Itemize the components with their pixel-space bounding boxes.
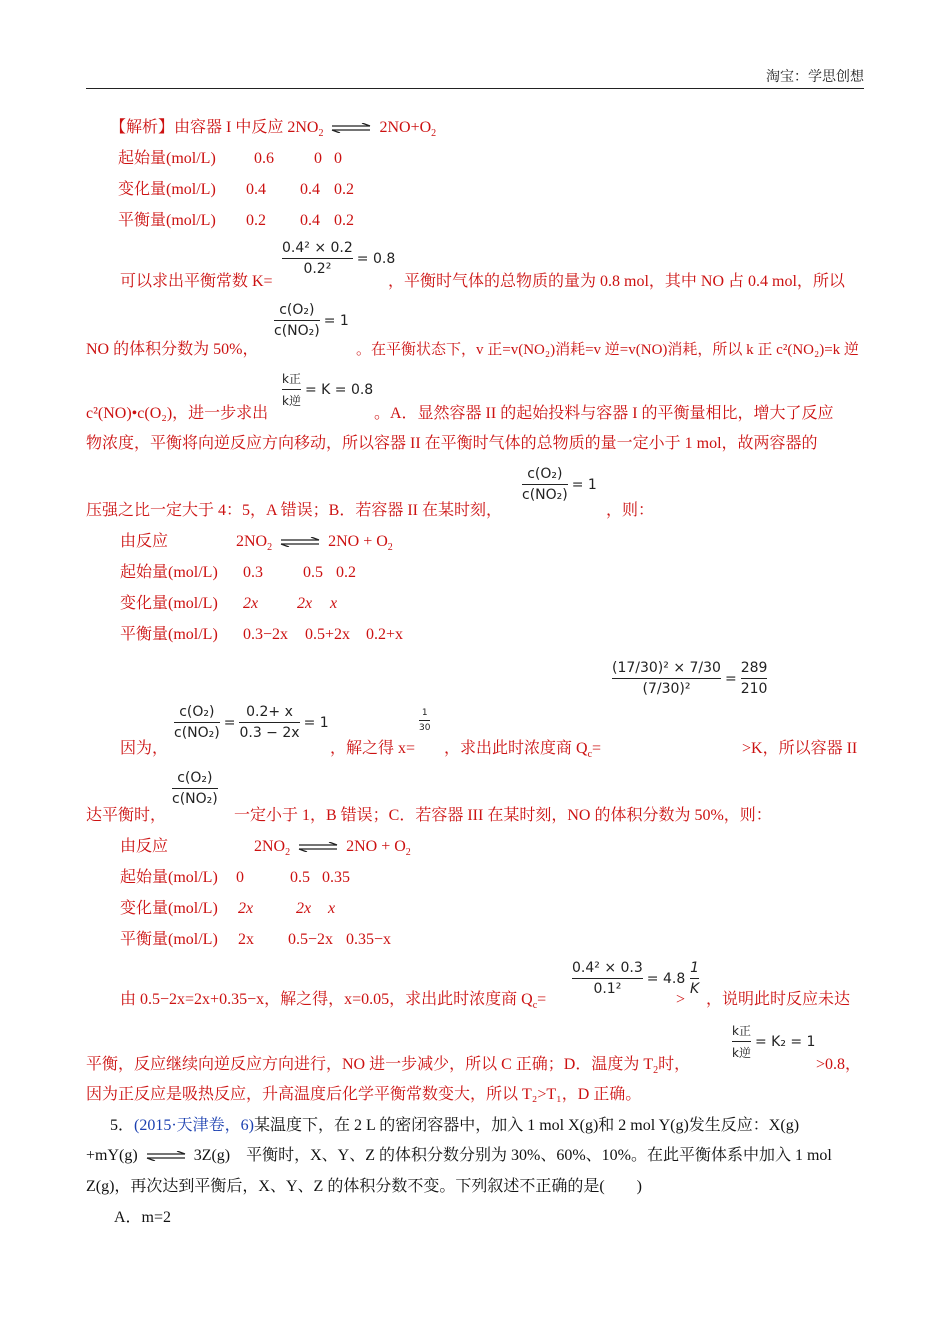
pressure-text: 物浓度，平衡将向逆反应方向移动，所以容器 II 在平衡时气体的总物质的量一定小于 1 mol，故两容器的 (86, 435, 818, 452)
formula-ratio-2: c(O₂) c(NO₂) = 1 (522, 466, 597, 503)
reaction-label-c: 由反应 (120, 838, 169, 855)
cell: 0.5 (290, 869, 310, 886)
cell: 2x (296, 900, 312, 917)
not-equilibrium-text: ，说明此时反应未达 (706, 991, 851, 1008)
cell: 0 (314, 150, 322, 167)
cell: 0.4 (300, 212, 320, 229)
option-c-intro: 一定小于 1，B 错误；C．若容器 III 在某时刻，NO 的体积分数为 50%，则： (234, 807, 772, 824)
formula-k2: k正 k逆 = K₂ = 1 (732, 1024, 816, 1060)
gt-sign: > (676, 991, 686, 1008)
equilibrium-arrow-icon (330, 123, 372, 133)
row-change-1: 变化量(mol/L) (118, 181, 216, 198)
option-d-conclusion: 因为正反应是吸热反应，升高温度后化学平衡常数变大，所以 T₂>T₁，D 正确。 (86, 1086, 642, 1103)
equilibrium-arrow-icon (145, 1151, 187, 1161)
cell: 2x (238, 931, 254, 948)
ratio-text: 压强之比一定大于 4：5，A 错误；B．若容器 II 在某时刻， (86, 502, 503, 519)
qc-compare-text: >K，所以容器 II (742, 740, 858, 757)
formula-inverse-k: 1 K (690, 960, 700, 997)
qc-text: ，求出此时浓度商 $Q_c=$ (444, 740, 602, 761)
cell: 0.2 (334, 181, 354, 198)
cell: 2x (297, 595, 313, 612)
formula-ratio-1: c(O₂) c(NO₂) = 1 (274, 302, 349, 339)
cell: x (328, 900, 336, 917)
because-text: 因为， (120, 740, 169, 757)
cell: 0.5 (303, 564, 323, 581)
row-equilibrium-c: 平衡量(mol/L) (120, 931, 218, 948)
solve-text: 由 0.5−2x=2x+0.35−x，解之得，x=0.05，求出此时浓度商 $Q_c=$ (120, 991, 547, 1012)
cell: 0.35 (322, 869, 350, 886)
reach-text: 达平衡时， (86, 807, 167, 824)
equilibrium-arrow-icon (279, 537, 321, 547)
formula-x-value: 1 30 (419, 708, 431, 733)
equilibrium-arrow-icon (297, 842, 339, 852)
cell: 0.5+2x (305, 626, 351, 643)
cell: 0.35−x (346, 931, 392, 948)
k2-compare: >0.8， (816, 1056, 862, 1073)
formula-qc-1: (17/30)² × 7/30 (7/30)² = 289 210 (612, 660, 768, 697)
formula-k: 0.4² × 0.2 0.2² = 0.8 (282, 240, 396, 277)
cell: 2x (243, 595, 259, 612)
row-initial-c: 起始量(mol/L) (120, 869, 218, 886)
cell: 0.2+x (366, 626, 404, 643)
cell: 2x (238, 900, 254, 917)
cell: 0 (236, 869, 244, 886)
cell: 0.5−2x (288, 931, 334, 948)
formula-k-ratio: k正 k逆 = K = 0.8 (282, 372, 374, 408)
analysis-tail: 2NO+O (379, 119, 432, 136)
k-line-text-2: ，平衡时气体的总物质的量为 0.8 mol，其中 NO 占 0.4 mol，所以 (388, 273, 845, 290)
cell: 0.3−2x (243, 626, 289, 643)
row-change-c: 变化量(mol/L) (120, 900, 218, 917)
ratio-text-2: ，则： (606, 502, 655, 519)
header-brand: 淘宝：学思创想 (766, 70, 864, 85)
cell: x (330, 595, 338, 612)
option-c-conclusion: 平衡，反应继续向逆反应方向进行，NO 进一步减少，所以 C 正确；D．温度为 $T_2$时， (86, 1056, 691, 1077)
cell: 0.4 (300, 181, 320, 198)
formula-ratio-4: c(O₂) c(NO₂) (172, 770, 218, 807)
reaction-c: $2NO_2$ $2NO + O_2$ (254, 838, 411, 859)
cell: 0.4 (246, 181, 266, 198)
c2-text: c²(NO)•c(O₂)，进一步求出 (86, 405, 269, 422)
question-5-line3: Z(g)，再次达到平衡后，X、Y、Z 的体积分数不变。下列叙述不正确的是( ) (86, 1178, 642, 1195)
cell: 0.2 (246, 212, 266, 229)
analysis-tag: 【解析】 (110, 119, 175, 136)
question-5: 5．(2015·天津卷，6)某温度下，在 2 L 的密闭容器中，加入 1 mol X(g)和 2 mol Y(g)发生反应：X(g) (110, 1117, 800, 1134)
cell: 0.2 (334, 212, 354, 229)
cell: 0 (334, 150, 342, 167)
row-equilibrium-1: 平衡量(mol/L) (118, 212, 216, 229)
formula-qc-2: 0.4² × 0.3 0.1² = 4.8 (572, 960, 686, 997)
rate-text: 。在平衡状态下，v 正=v(NO₂)消耗=v 逆=v(NO)消耗，所以 k 正 c²(NO₂)=k 逆 (356, 342, 859, 358)
row-equilibrium-b: 平衡量(mol/L) (120, 626, 218, 643)
row-change-b: 变化量(mol/L) (120, 595, 218, 612)
question-5-line2: +mY(g) 3Z(g) 平衡时，X、Y、Z 的体积分数分别为 30%、60%、10%。在此平衡体系中加入 1 mol (86, 1147, 832, 1164)
cell: 0.2 (336, 564, 356, 581)
formula-ratio-3: c(O₂) c(NO₂) = 0.2+ x 0.3 − 2x = 1 (174, 704, 329, 741)
k-line-text: 可以求出平衡常数 K= (120, 273, 273, 290)
reaction-b: $2NO_2$ $2NO + O_2$ (236, 533, 393, 554)
cell: 0.6 (254, 150, 274, 167)
header-rule (86, 88, 864, 89)
option-a-text: 。A．显然容器 II 的起始投料与容器 I 的平衡量相比，增大了反应 (374, 405, 834, 422)
row-initial-1: 起始量(mol/L) (118, 150, 216, 167)
analysis-intro: 【解析】由容器 I 中反应 $2NO_2$ $2NO+O_2$ (110, 119, 437, 140)
no-fraction-text: NO 的体积分数为 50%， (86, 341, 259, 358)
solve-x-text: ，解之得 x= (330, 740, 416, 757)
analysis-text: 由容器 I 中反应 2NO (174, 119, 319, 136)
cell: 0.3 (243, 564, 263, 581)
reaction-label-b: 由反应 (120, 533, 169, 550)
option-a: A．m=2 (114, 1209, 172, 1226)
row-initial-b: 起始量(mol/L) (120, 564, 218, 581)
question-source: (2015·天津卷，6) (134, 1117, 255, 1134)
